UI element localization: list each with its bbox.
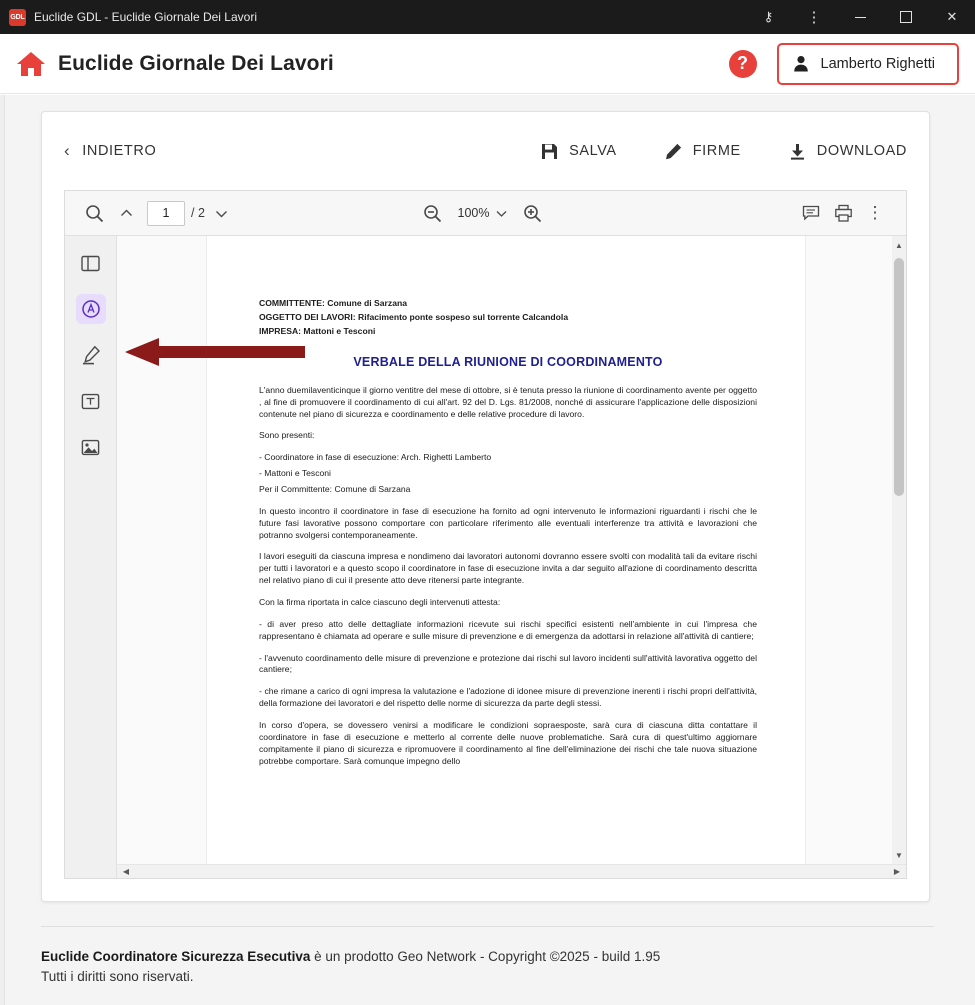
pencil-icon [665, 143, 682, 160]
download-button[interactable] [789, 143, 907, 160]
user-name: Lamberto Righetti [820, 55, 935, 72]
zoom-out-icon[interactable] [420, 200, 446, 226]
window-titlebar [0, 0, 975, 34]
sign-button[interactable] [665, 143, 741, 160]
pdf-canvas[interactable] [117, 236, 906, 878]
pdf-more-menu-icon[interactable]: ⋮ [866, 203, 884, 222]
footer-line-2: Tutti i diritti sono riservati. [41, 968, 194, 984]
document-paragraph: In questo incontro il coordinatore in fase di esecuzione ha fornito ad ogni intervenuto le informazioni riguardanti i rischi che le future fasi lavorative possono comportare con particolare riferimento alle eventuali interferenze tra attività e lavorazioni che potranno svolgersi contemporaneamente. [259, 505, 757, 540]
app-icon: GDL [9, 9, 26, 26]
footer-product-name: Euclide Coordinatore Sicurezza Esecutiva [41, 948, 311, 964]
avatar-icon [793, 55, 809, 72]
pdf-toolbar [65, 191, 906, 236]
page-title: Euclide Giornale Dei Lavori [58, 51, 334, 75]
document-oggetto: OGGETTO DEI LAVORI: Rifacimento ponte sospeso sul torrente Calcandola [259, 311, 569, 322]
user-menu[interactable] [777, 43, 959, 85]
page-total-label: / 2 [191, 206, 205, 220]
text-box-icon[interactable] [76, 386, 106, 416]
key-icon[interactable]: ⚷ [763, 9, 773, 24]
close-icon[interactable]: ✕ [946, 9, 958, 24]
pdf-tool-sidebar [65, 236, 117, 878]
zoom-dropdown-icon[interactable] [493, 200, 509, 226]
chevron-left-icon: ‹ [64, 141, 71, 160]
document-paragraph: In corso d'opera, se dovessero venirsi a modificare le condizioni sopraesposte, sarà cura di ciascuna ditta contattare il coordinatore in fase di esecuzione e metterlo al corrente delle nuove problematiche. Sarà cura di quest'ultimo aggiornare compitamente il piano di sicurezza e ripromuovere il coordinamento al fine dell'eliminazione dei rischi che tale nuova situazione potrebbe comportare. Sarà comunque impegno dello [259, 720, 757, 766]
document-committente: COMMITTENTE: Comune di Sarzana [259, 298, 408, 308]
back-button[interactable] [64, 141, 156, 161]
document-paragraph: - l'avvenuto coordinamento delle misure di prevenzione e protezione dai rischi sul lavoro incidenti sull'attività lavorativa oggetto del cantiere; [259, 652, 757, 675]
print-icon[interactable] [830, 200, 856, 226]
document-paragraph: Con la firma riportata in calce ciascuno degli intervenuti attesta: [259, 597, 501, 607]
document-paragraph: - Coordinatore in fase di esecuzione: Arch. Righetti Lamberto [259, 452, 492, 463]
help-icon[interactable]: ? [729, 50, 757, 78]
document-paragraph: Sono presenti: [259, 430, 315, 441]
zoom-controls [420, 200, 552, 226]
footer [41, 926, 934, 988]
scrollbar-thumb[interactable] [894, 258, 904, 496]
document-heading: VERBALE DELLA RIUNIONE DI COORDINAMENTO [353, 354, 663, 369]
document-paragraph: - che rimane a carico di ogni impresa la valutazione e l'adozione di idonee misure di prevenzione inerenti i rischi propri dell'attività, della formazione dei lavoratori e del rispetto delle norme di sicurezza da parte degli stessi. [259, 686, 757, 709]
pdf-viewer [64, 190, 907, 879]
kebab-menu-icon[interactable]: ⋮ [806, 8, 822, 26]
document-paragraph: - Mattoni e Tesconi [259, 468, 331, 479]
document-paragraph: L'anno duemilaventicinque il giorno ventitre del mese di ottobre, si è tenuta presso la riunione di coordinamento avente per oggetto , al fine di promuovere il coordinamento di cui all'art. 92 del D. Lgs. 81/2008, nonché di assicurare l'applicazione delle disposizioni contenute nel piano di sicurezza e coordinamento e delle relative procedure di lavoro. [259, 384, 757, 419]
document-impresa: IMPRESA: Mattoni e Tesconi [259, 325, 376, 336]
panel-toggle-icon[interactable] [76, 248, 106, 278]
annotation-arrow [125, 336, 305, 368]
image-icon[interactable] [76, 432, 106, 462]
pdf-vertical-scrollbar[interactable] [892, 236, 906, 864]
zoom-in-icon[interactable] [519, 200, 545, 226]
footer-line-1 [41, 947, 934, 967]
document-paragraph: I lavori eseguiti da ciascuna impresa e nondimeno dai lavoratori autonomi dovranno essere svolti con modalità tali da evitare rischi per tutti i lavoratori e a questo scopo il coordinatore in fase di esecuzione invita a dar seguito all'azione di coordinamento descritta nel relativo piano di cui il presente atto deve ritenersi parte integrante. [259, 551, 757, 586]
next-page-icon[interactable] [209, 200, 235, 226]
page-number-input[interactable] [147, 201, 185, 226]
highlight-icon[interactable] [76, 340, 106, 370]
pdf-horizontal-scrollbar[interactable] [117, 864, 906, 878]
scroll-up-icon[interactable]: ▲ [895, 240, 903, 250]
back-button-label: INDIETRO [82, 143, 157, 159]
document-paragraph: - di aver preso atto delle dettagliate informazioni ricevute sui rischi specifici esistenti nell'ambiente in cui l'impresa che rappresentano è chiamata ad operare e sulle misure di prevenzione e di emergenza da adottarsi in relazione all'attività di cantiere; [259, 618, 757, 641]
footer-copyright: è un prodotto Geo Network - Copyright ©2025 - build 1.95 [310, 948, 661, 964]
zoom-level-label[interactable]: 100% [457, 206, 490, 220]
scroll-right-icon[interactable]: ▶ [893, 867, 901, 876]
minimize-icon[interactable] [837, 0, 883, 34]
comment-icon[interactable] [798, 200, 824, 226]
home-icon[interactable] [14, 47, 48, 81]
pdf-page [206, 236, 806, 864]
app-header [0, 34, 975, 94]
scroll-down-icon[interactable]: ▼ [895, 850, 903, 860]
pdf-main [65, 236, 906, 878]
save-button-label: SALVA [569, 143, 617, 159]
download-button-label: DOWNLOAD [816, 143, 907, 159]
scroll-left-icon[interactable]: ◀ [122, 867, 130, 876]
document-toolbar [42, 112, 929, 190]
previous-page-icon[interactable] [113, 200, 139, 226]
document-card [41, 111, 930, 902]
save-button[interactable] [541, 143, 617, 160]
left-edge-strip [0, 95, 5, 1005]
search-icon[interactable] [81, 200, 107, 226]
pdf-toolbar-right [798, 200, 894, 226]
maximize-icon[interactable] [883, 0, 929, 34]
page-body [0, 95, 975, 1005]
annotate-icon[interactable] [76, 294, 106, 324]
sign-button-label: FIRME [692, 143, 741, 159]
document-text [259, 298, 757, 777]
save-icon [541, 143, 558, 160]
document-paragraph: Per il Committente: Comune di Sarzana [259, 483, 411, 494]
window-title: Euclide GDL - Euclide Giornale Dei Lavori [34, 10, 257, 24]
download-icon [789, 143, 806, 160]
